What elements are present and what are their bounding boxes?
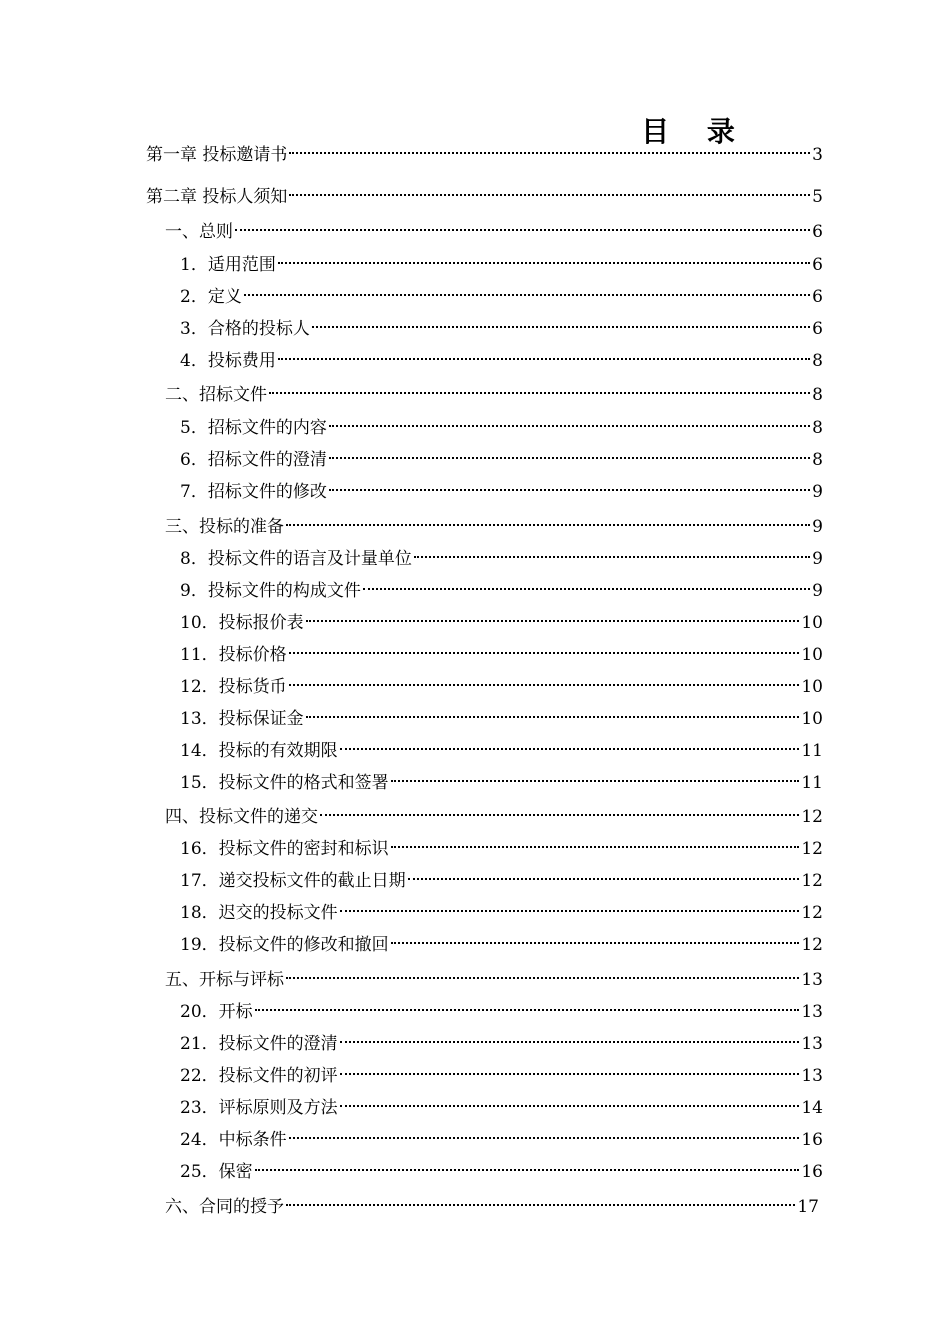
dot-leader <box>289 152 810 154</box>
dot-leader <box>312 326 810 328</box>
toc-entry-label: 9．投标文件的构成文件 <box>180 581 361 601</box>
toc-entry[interactable] <box>180 481 823 503</box>
toc-entry-label: 15．投标文件的格式和签署 <box>180 773 389 793</box>
toc-entry[interactable] <box>180 676 823 698</box>
toc-entry[interactable] <box>180 902 823 924</box>
toc-entry-label: 25．保密 <box>180 1162 253 1182</box>
toc-entry-label: 18．迟交的投标文件 <box>180 903 338 923</box>
toc-entry-page-number: 6 <box>812 287 823 307</box>
toc-entry-label: 1．适用范围 <box>180 255 276 275</box>
toc-entry-page-number: 6 <box>812 319 823 339</box>
toc-entry-label: 13．投标保证金 <box>180 709 304 729</box>
toc-entry[interactable] <box>180 350 823 372</box>
toc-entry-page-number: 12 <box>801 871 823 891</box>
toc-entry[interactable] <box>180 417 823 439</box>
toc-entry[interactable] <box>180 449 823 471</box>
toc-entry-label: 3．合格的投标人 <box>180 319 310 339</box>
toc-entry-page-number: 12 <box>801 839 823 859</box>
toc-entry-label: 二、招标文件 <box>165 385 267 405</box>
toc-entry-label: 一、总则 <box>165 222 233 242</box>
toc-entry-label: 第二章 投标人须知 <box>146 187 288 207</box>
toc-entry-label: 10．投标报价表 <box>180 613 304 633</box>
toc-entry-page-number: 12 <box>801 903 823 923</box>
toc-entry[interactable] <box>180 1033 823 1055</box>
toc-entry-label: 20．开标 <box>180 1002 253 1022</box>
toc-entry-page-number: 5 <box>812 187 823 207</box>
dot-leader <box>329 425 810 427</box>
dot-leader <box>286 1204 795 1206</box>
toc-entry-label: 19．投标文件的修改和撤回 <box>180 935 389 955</box>
toc-entry[interactable] <box>180 934 823 956</box>
toc-entry-page-number: 11 <box>801 773 823 793</box>
dot-leader <box>286 524 810 526</box>
toc-entry-page-number: 13 <box>801 1034 823 1054</box>
toc-entry[interactable] <box>165 384 823 406</box>
toc-entry-page-number: 17 <box>797 1197 819 1217</box>
toc-entry-page-number: 3 <box>812 145 823 165</box>
dot-leader <box>255 1169 800 1171</box>
toc-entry-label: 5．招标文件的内容 <box>180 418 327 438</box>
dot-leader <box>306 620 800 622</box>
dot-leader <box>278 262 810 264</box>
toc-entry-label: 17．递交投标文件的截止日期 <box>180 871 406 891</box>
toc-entry-label: 五、开标与评标 <box>165 970 284 990</box>
toc-entry[interactable] <box>180 286 823 308</box>
toc-entry[interactable] <box>180 838 823 860</box>
toc-entry[interactable] <box>165 221 823 243</box>
toc-entry[interactable] <box>165 1196 819 1218</box>
dot-leader <box>391 780 800 782</box>
toc-entry[interactable] <box>180 1065 823 1087</box>
dot-leader <box>340 748 800 750</box>
toc-entry[interactable] <box>146 186 823 208</box>
toc-entry-label: 三、投标的准备 <box>165 517 284 537</box>
toc-entry[interactable] <box>180 612 823 634</box>
toc-entry-page-number: 13 <box>801 1066 823 1086</box>
toc-entry-label: 第一章 投标邀请书 <box>146 145 288 165</box>
dot-leader <box>286 977 799 979</box>
dot-leader <box>306 716 800 718</box>
toc-entry-label: 14．投标的有效期限 <box>180 741 338 761</box>
dot-leader <box>269 392 810 394</box>
toc-entry-page-number: 10 <box>801 645 823 665</box>
toc-entry-label: 7．招标文件的修改 <box>180 482 327 502</box>
toc-entry-label: 24．中标条件 <box>180 1130 287 1150</box>
toc-entry-page-number: 6 <box>812 255 823 275</box>
toc-entry-page-number: 8 <box>812 418 823 438</box>
toc-entry-page-number: 8 <box>812 351 823 371</box>
toc-entry-label: 2．定义 <box>180 287 242 307</box>
toc-entry[interactable] <box>165 516 823 538</box>
toc-entry-page-number: 9 <box>812 517 823 537</box>
page-title: 目 录 <box>641 115 749 148</box>
toc-entry-page-number: 10 <box>801 677 823 697</box>
toc-entry[interactable] <box>180 1129 823 1151</box>
toc-entry-page-number: 8 <box>812 450 823 470</box>
toc-entry[interactable] <box>180 548 823 570</box>
dot-leader <box>289 1137 800 1139</box>
toc-entry[interactable] <box>180 254 823 276</box>
toc-entry-page-number: 12 <box>801 935 823 955</box>
toc-entry-page-number: 9 <box>812 482 823 502</box>
dot-leader <box>329 489 810 491</box>
toc-entry[interactable] <box>165 806 823 828</box>
dot-leader <box>391 846 800 848</box>
dot-leader <box>329 457 810 459</box>
dot-leader <box>363 588 810 590</box>
dot-leader <box>340 1041 800 1043</box>
toc-entry-label: 8．投标文件的语言及计量单位 <box>180 549 412 569</box>
toc-entry[interactable] <box>180 318 823 340</box>
toc-entry-page-number: 16 <box>801 1162 823 1182</box>
toc-entry-label: 12．投标货币 <box>180 677 287 697</box>
toc-entry[interactable] <box>146 144 823 166</box>
toc-entry-label: 6．招标文件的澄清 <box>180 450 327 470</box>
toc-entry-page-number: 6 <box>812 222 823 242</box>
dot-leader <box>289 684 800 686</box>
dot-leader <box>244 294 810 296</box>
dot-leader <box>235 229 810 231</box>
toc-entry[interactable] <box>180 1001 823 1023</box>
toc-entry-page-number: 11 <box>801 741 823 761</box>
toc-entry[interactable] <box>180 1097 823 1119</box>
dot-leader <box>340 910 800 912</box>
toc-entry[interactable] <box>165 969 823 991</box>
dot-leader <box>408 878 800 880</box>
dot-leader <box>289 652 800 654</box>
toc-entry-label: 23．评标原则及方法 <box>180 1098 338 1118</box>
toc-entry[interactable] <box>180 870 823 892</box>
toc-entry-page-number: 14 <box>801 1098 823 1118</box>
toc-entry[interactable] <box>180 580 823 602</box>
toc-entry-label: 16．投标文件的密封和标识 <box>180 839 389 859</box>
toc-entry-page-number: 9 <box>812 581 823 601</box>
toc-entry-label: 21．投标文件的澄清 <box>180 1034 338 1054</box>
toc-entry-page-number: 13 <box>801 1002 823 1022</box>
toc-entry-label: 六、合同的授予 <box>165 1197 284 1217</box>
toc-entry-page-number: 8 <box>812 385 823 405</box>
toc-entry-page-number: 10 <box>801 613 823 633</box>
dot-leader <box>414 556 810 558</box>
toc-entry[interactable] <box>180 1161 823 1183</box>
toc-entry-page-number: 12 <box>801 807 823 827</box>
toc-entry-label: 4．投标费用 <box>180 351 276 371</box>
toc-entry-page-number: 9 <box>812 549 823 569</box>
toc-entry-page-number: 10 <box>801 709 823 729</box>
dot-leader <box>289 194 810 196</box>
toc-entry[interactable] <box>180 644 823 666</box>
toc-entry[interactable] <box>180 740 823 762</box>
dot-leader <box>255 1009 800 1011</box>
dot-leader <box>340 1073 800 1075</box>
toc-entry-label: 22．投标文件的初评 <box>180 1066 338 1086</box>
dot-leader <box>391 942 800 944</box>
toc-entry-page-number: 13 <box>801 970 823 990</box>
toc-entry[interactable] <box>180 708 823 730</box>
dot-leader <box>340 1105 800 1107</box>
toc-entry[interactable] <box>180 772 823 794</box>
toc-entry-label: 四、投标文件的递交 <box>165 807 318 827</box>
toc-entry-page-number: 16 <box>801 1130 823 1150</box>
dot-leader <box>320 814 799 816</box>
dot-leader <box>278 358 810 360</box>
toc-entry-label: 11．投标价格 <box>180 645 287 665</box>
